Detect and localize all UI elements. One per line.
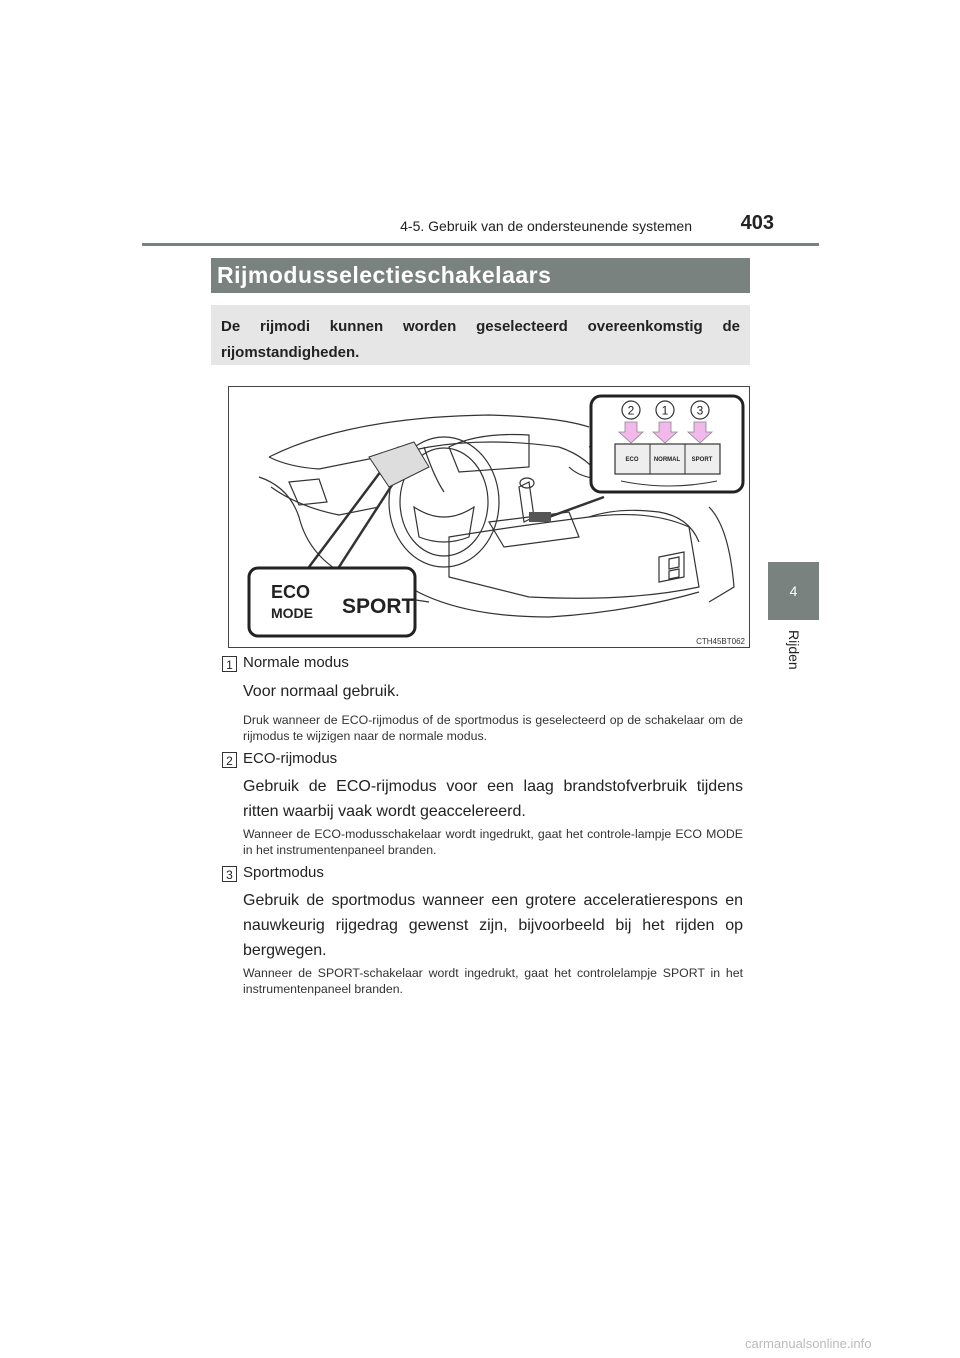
callout-3: 3	[696, 403, 704, 418]
chapter-tab[interactable]: 4	[768, 562, 819, 620]
callout-1: 1	[661, 403, 669, 418]
eco-switch-label: ECO	[625, 457, 639, 463]
item-number-3: 3	[222, 866, 237, 882]
normal-switch-label: NORMAL	[653, 457, 681, 463]
item-number-1: 1	[222, 656, 237, 672]
item-note-normal: Druk wanneer de ECO-rijmodus of de sportmodus is geselecteerd op de schakelaar om de rijmodus te wijzigen naar de normale modus.	[243, 713, 743, 743]
item-heading-sport: Sportmodus	[243, 864, 324, 881]
eco-indicator-line2: MODE	[271, 605, 313, 621]
page-number: 403	[740, 212, 774, 234]
section-header: 4-5. Gebruik van de ondersteunende systemen	[400, 218, 692, 234]
sport-indicator: SPORT	[342, 595, 415, 618]
intro-text: De rijmodi kunnen worden geselecteerd overeenkomstig de rijomstandigheden.	[221, 318, 740, 361]
item-number-2: 2	[222, 752, 237, 768]
item-note-eco: Wanneer de ECO-modusschakelaar wordt ingedrukt, gaat het controle-lampje ECO MODE in het instrumentenpaneel branden.	[243, 827, 743, 857]
item-body-normal: Voor normaal gebruik.	[243, 683, 400, 700]
page-title: Rijmodusselectieschakelaars	[217, 262, 552, 288]
dashboard-drawing	[229, 387, 750, 648]
item-note-sport: Wanneer de SPORT-schakelaar wordt ingedrukt, gaat het controlelampje SPORT in het instrumentenpaneel branden.	[243, 966, 743, 996]
title-bar	[211, 258, 750, 293]
watermark: carmanualsonline.info	[745, 1336, 872, 1351]
chapter-label: Rijden	[786, 630, 802, 670]
eco-indicator-line1: ECO	[271, 582, 311, 602]
figure-code: CTH45BT062	[696, 637, 745, 646]
header-divider	[142, 243, 819, 246]
item-body-eco: Gebruik de ECO-rijmodus voor een laag brandstofverbruik tijdens ritten waarbij vaak wordt geaccelereerd.	[243, 778, 743, 820]
item-heading-eco: ECO-rijmodus	[243, 750, 338, 767]
intro-box	[211, 305, 750, 365]
dashboard-illustration	[228, 386, 750, 648]
callout-2: 2	[627, 403, 635, 418]
item-heading-normal: Normale modus	[243, 654, 349, 671]
sport-switch-label: SPORT	[691, 457, 713, 463]
item-body-sport: Gebruik de sportmodus wanneer een grotere acceleratierespons en nauwkeurig rijgedrag gewenst zijn, bijvoorbeeld bij het rijden op bergwegen.	[243, 892, 743, 959]
